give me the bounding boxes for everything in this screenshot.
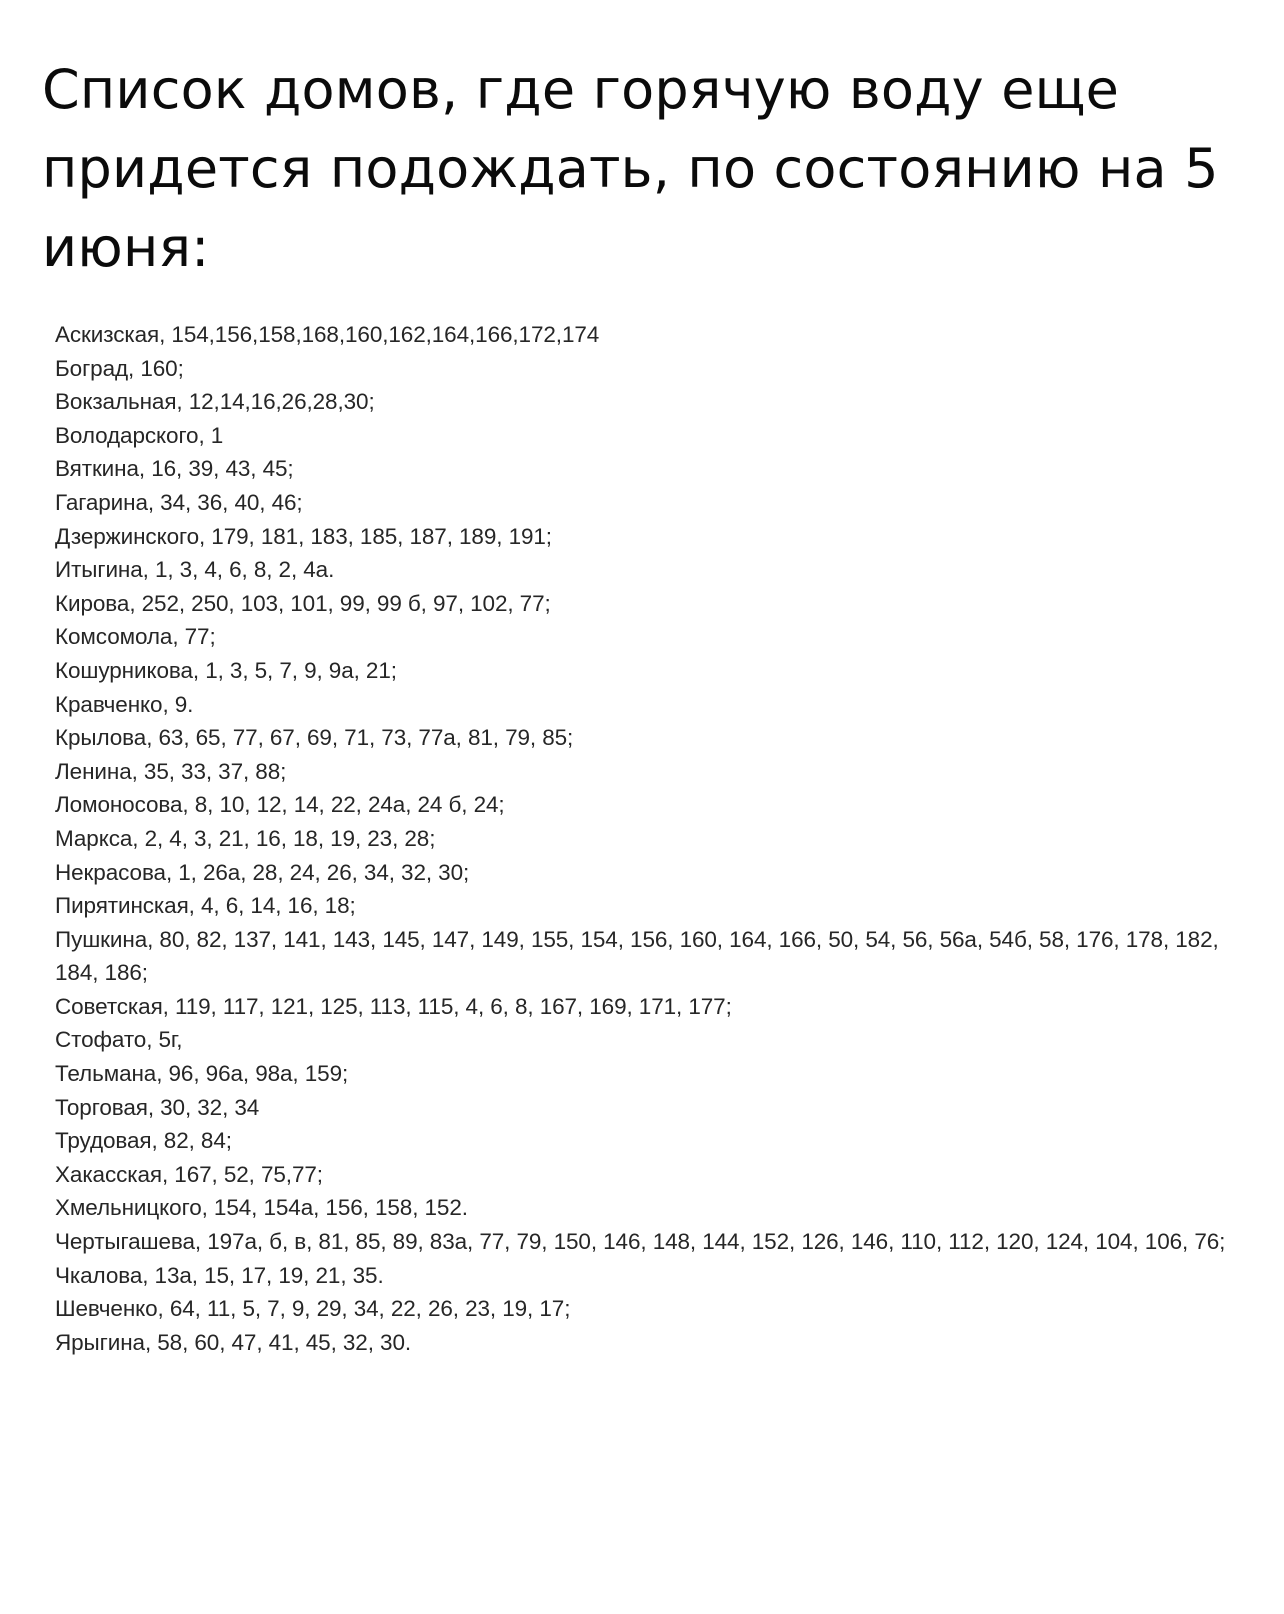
headline: Список домов, где горячую воду еще придется подождать, по состоянию на 5 июня:	[42, 58, 1219, 279]
list-item: Кошурникова, 1, 3, 5, 7, 9, 9а, 21;	[55, 657, 397, 683]
list-item: Шевченко, 64, 11, 5, 7, 9, 29, 34, 22, 26, 23, 19, 17;	[55, 1296, 571, 1322]
list-item: Гагарина, 34, 36, 40, 46;	[55, 489, 303, 515]
list-item: Ломоносова, 8, 10, 12, 14, 22, 24а, 24 б, 24;	[55, 792, 505, 818]
list-item: Торговая, 30, 32, 34	[55, 1094, 260, 1120]
list-item: Вокзальная, 12,14,16,26,28,30;	[55, 389, 375, 415]
list-item: Итыгина, 1, 3, 4, 6, 8, 2, 4а.	[55, 557, 335, 583]
street-list	[55, 318, 1245, 1359]
list-item: Хмельницкого, 154, 154а, 156, 158, 152.	[55, 1195, 468, 1221]
list-item: Дзержинского, 179, 181, 183, 185, 187, 189, 191;	[55, 523, 552, 549]
list-item: Пушкина, 80, 82, 137, 141, 143, 145, 147, 149, 155, 154, 156, 160, 164, 166, 50, 54, 56, 56а, 54б, 58, 176, 178, 182, 184, 186;	[55, 926, 1219, 986]
list-item: Чертыгашева, 197а, б, в, 81, 85, 89, 83а, 77, 79, 150, 146, 148, 144, 152, 126, 146, 110, 112, 120, 124, 104, 106, 76;	[55, 1229, 1226, 1255]
list-item: Кравченко, 9.	[55, 691, 194, 717]
list-item: Маркса, 2, 4, 3, 21, 16, 18, 19, 23, 28;	[55, 825, 436, 851]
list-item: Вяткина, 16, 39, 43, 45;	[55, 456, 294, 482]
list-item: Аскизская, 154,156,158,168,160,162,164,166,172,174	[55, 322, 600, 347]
list-item: Володарского, 1	[55, 422, 224, 448]
list-item: Некрасова, 1, 26а, 28, 24, 26, 34, 32, 30;	[55, 859, 470, 885]
list-item: Кирова, 252, 250, 103, 101, 99, 99 б, 97, 102, 77;	[55, 590, 551, 616]
list-item: Советская, 119, 117, 121, 125, 113, 115, 4, 6, 8, 167, 169, 171, 177;	[55, 993, 732, 1019]
list-item: Ленина, 35, 33, 37, 88;	[55, 758, 287, 784]
list-item: Тельмана, 96, 96а, 98а, 159;	[55, 1061, 349, 1087]
list-item: Трудовая, 82, 84;	[55, 1128, 232, 1154]
list-item: Боград, 160;	[55, 355, 184, 381]
list-item: Стофато, 5г,	[55, 1027, 183, 1053]
list-item: Хакасская, 167, 52, 75,77;	[55, 1161, 323, 1187]
list-item: Пирятинская, 4, 6, 14, 16, 18;	[55, 893, 356, 919]
list-item: Крылова, 63, 65, 77, 67, 69, 71, 73, 77а, 81, 79, 85;	[55, 725, 574, 751]
list-item: Чкалова, 13а, 15, 17, 19, 21, 35.	[55, 1262, 384, 1288]
list-item: Ярыгина, 58, 60, 47, 41, 45, 32, 30.	[55, 1329, 412, 1355]
list-item: Комсомола, 77;	[55, 624, 216, 650]
